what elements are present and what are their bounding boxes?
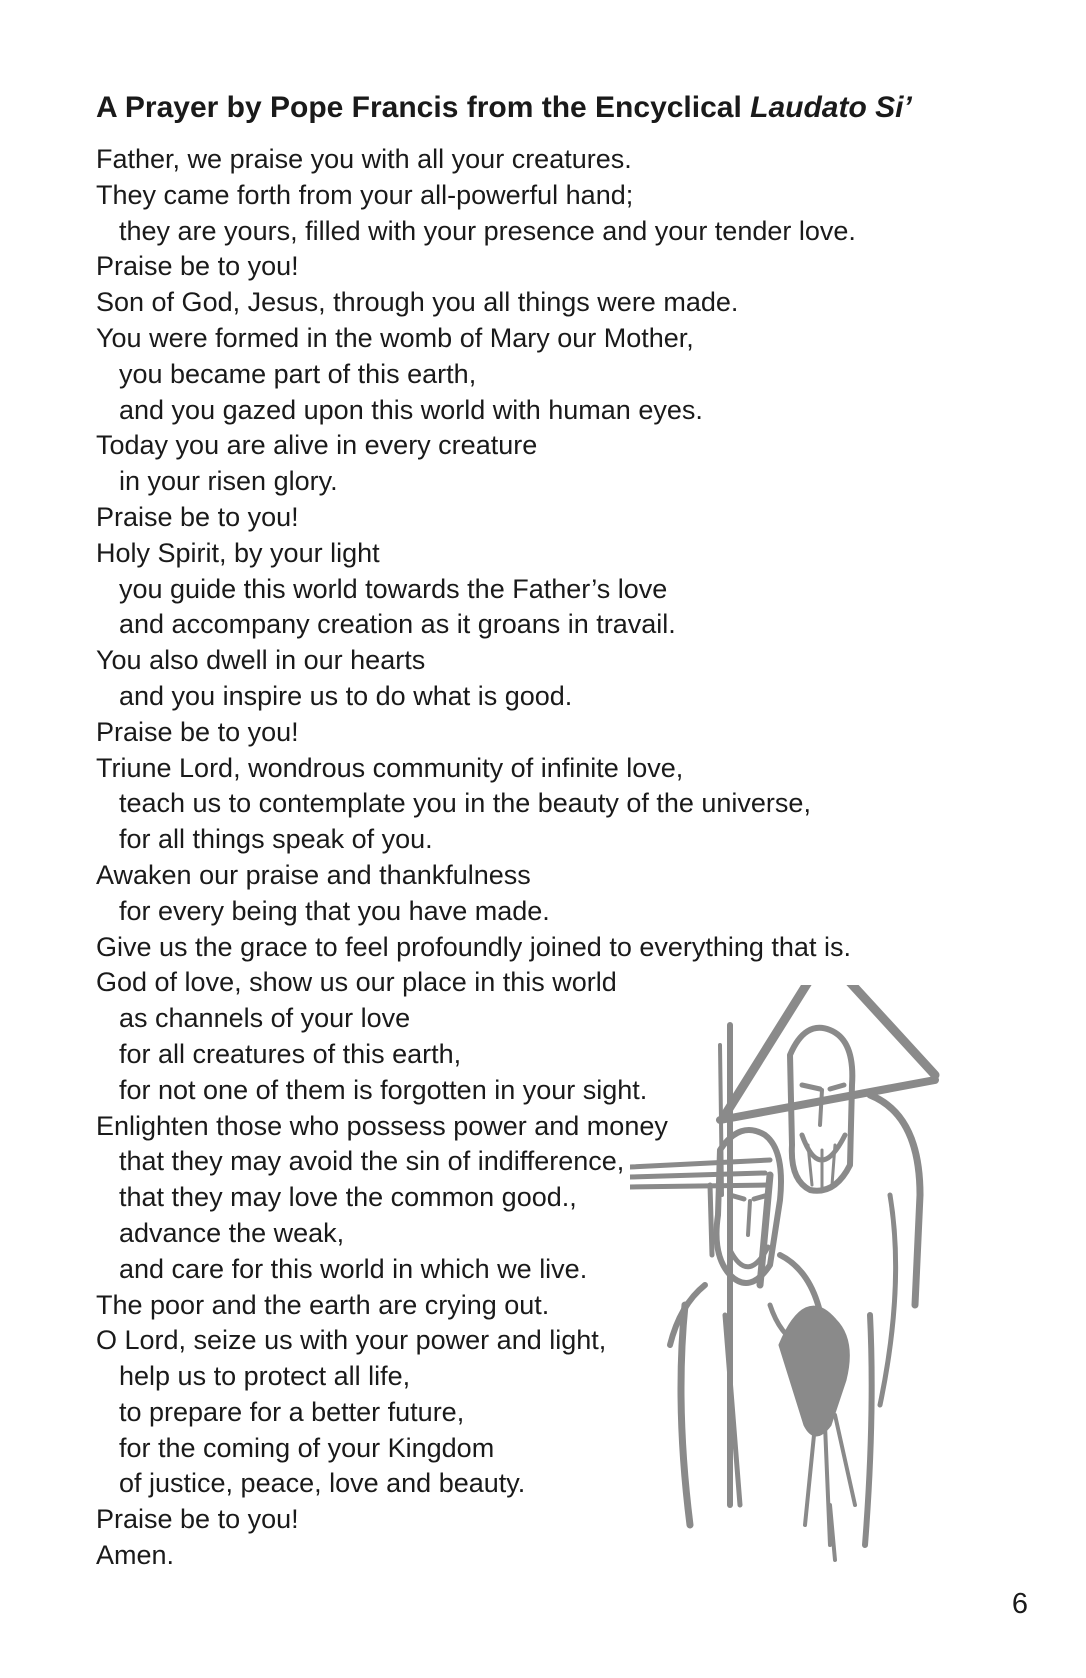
prayer-line: to prepare for a better future,	[119, 1396, 465, 1427]
prayer-line: in your risen glory.	[119, 466, 338, 497]
prayer-line: Enlighten those who possess power and money	[96, 1110, 668, 1141]
prayer-line: advance the weak,	[119, 1217, 345, 1248]
prayer-line: of justice, peace, love and beauty.	[119, 1468, 526, 1499]
prayer-line: help us to protect all life,	[119, 1361, 411, 1392]
prayer-line: You also dwell in our hearts	[96, 645, 426, 676]
prayer-line: as channels of your love	[119, 1003, 411, 1034]
prayer-line: you guide this world towards the Father’s love	[119, 573, 668, 604]
prayer-line: Praise be to you!	[96, 716, 299, 747]
prayer-line: that they may avoid the sin of indifference,	[119, 1146, 625, 1177]
prayer-line: Praise be to you!	[96, 251, 299, 282]
prayer-line: Triune Lord, wondrous community of infinite love,	[96, 752, 684, 783]
prayer-line: for all creatures of this earth,	[119, 1038, 462, 1069]
page-number: 6	[1011, 1588, 1028, 1620]
prayer-line: Amen.	[96, 1540, 175, 1571]
prayer-line: for the coming of your Kingdom	[119, 1432, 495, 1463]
prayer-line: Holy Spirit, by your light	[96, 537, 380, 568]
prayer-line: you became part of this earth,	[119, 358, 477, 389]
prayer-line: Praise be to you!	[96, 501, 299, 532]
prayer-line: The poor and the earth are crying out.	[96, 1289, 550, 1320]
prayer-line: and accompany creation as it groans in travail.	[119, 609, 676, 640]
prayer-line: You were formed in the womb of Mary our Mother,	[96, 322, 694, 353]
prayer-line: for all things speak of you.	[119, 824, 433, 855]
prayer-line: Give us the grace to feel profoundly joined to everything that is.	[96, 931, 851, 962]
title-italic: Laudato Si’	[750, 91, 912, 124]
prayer-line: and you gazed upon this world with human eyes.	[119, 394, 703, 425]
prayer-line: O Lord, seize us with your power and light,	[96, 1325, 607, 1356]
title-main: A Prayer by Pope Francis from the Encyclical	[96, 91, 751, 124]
prayer-line: for every being that you have made.	[119, 895, 550, 926]
prayer-line: and care for this world in which we live.	[119, 1253, 588, 1284]
prayer-line: God of love, show us our place in this world	[96, 967, 617, 998]
prayer-line: Today you are alive in every creature	[96, 430, 538, 461]
prayer-line: Praise be to you!	[96, 1504, 299, 1535]
prayer-line: They came forth from your all-powerful hand;	[96, 179, 634, 210]
prayer-line: and you inspire us to do what is good.	[119, 680, 573, 711]
prayer-line: Father, we praise you with all your creatures.	[96, 144, 632, 174]
prayer-line: that they may love the common good.,	[119, 1182, 577, 1213]
prayer-line: Son of God, Jesus, through you all things were made.	[96, 287, 739, 318]
prayer-line: for not one of them is forgotten in your sight.	[119, 1074, 648, 1105]
prayer-line: Awaken our praise and thankfulness	[96, 859, 531, 890]
prayer-line: teach us to contemplate you in the beauty of the universe,	[119, 788, 811, 819]
prayer-line: they are yours, filled with your presence and your tender love.	[119, 215, 856, 246]
prayer-text	[96, 142, 856, 1574]
page-title	[96, 88, 912, 128]
